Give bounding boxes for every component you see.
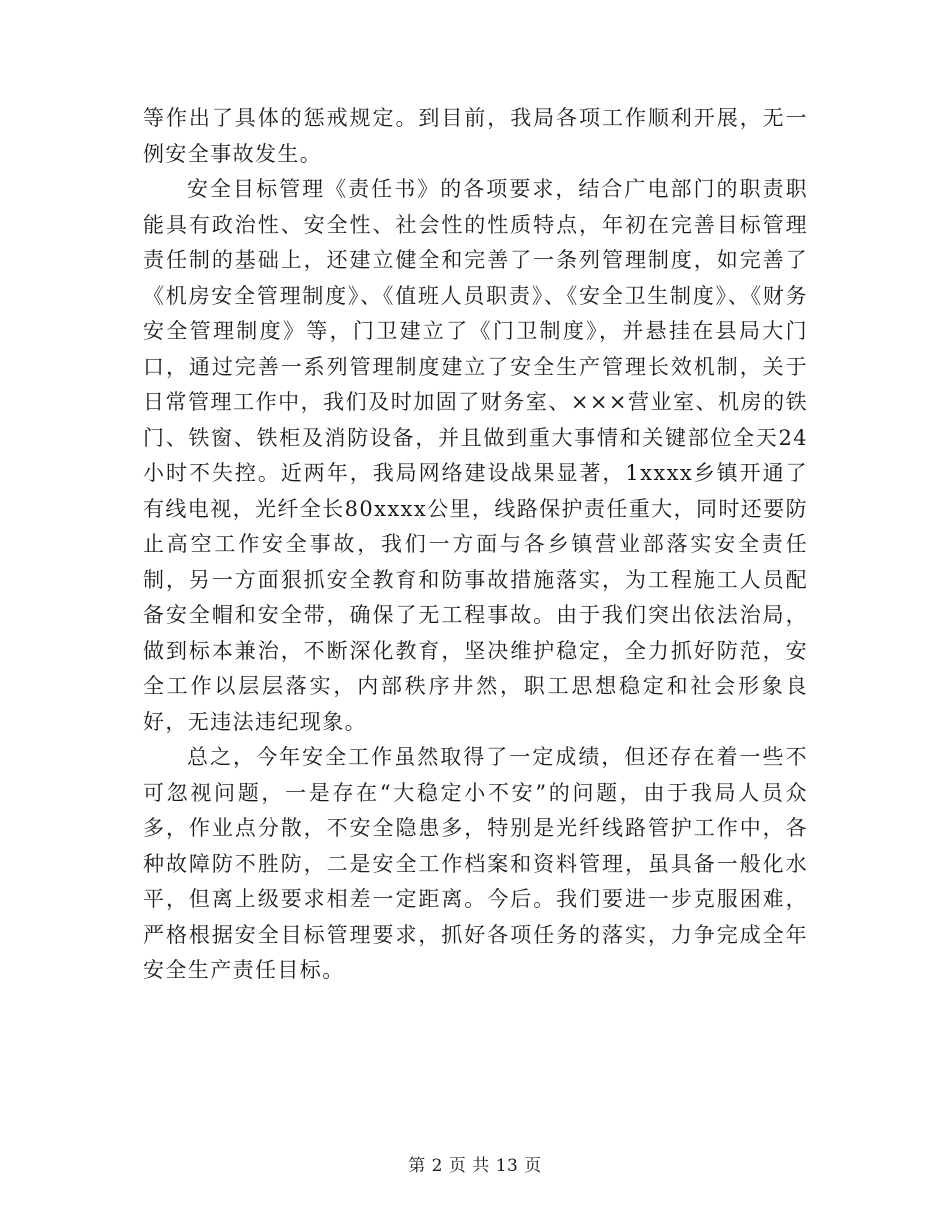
page-footer <box>0 1154 950 1178</box>
footer-middle: 页 共 <box>448 1156 490 1176</box>
footer-total-pages: 13 <box>495 1156 519 1176</box>
paragraph-continued: 等作出了具体的惩戒规定。到目前，我局各项工作顺利开展，无一例安全事故发生。 <box>143 106 808 166</box>
paragraph-safety-management: 安全目标管理《责任书》的各项要求，结合广电部门的职责职能具有政治性、安全性、社会性的性质特点，年初在完善目标管理责任制的基础上，还建立健全和完善了一条列管理制度，如完善了《机房安全管理制度》、《值班人员职责》、《安全卫生制度》、《财务安全管理制度》等，门卫建立了《门卫制度》，并悬挂在县局大门口，通过完善一系列管理制度建立了安全生产管理长效机制，关于日常管理工作中，我们及时加固了财务室、×××营业室、机房的铁门、铁窗、铁柜及消防设备，并且做到重大事情和关键部位全天24小时不失控。近两年，我局网络建设战果显著，1xxxx乡镇开通了有线电视，光纤全长80xxxx公里，线路保护责任重大，同时还要防止高空工作安全事故，我们一方面与各乡镇营业部落实安全责任制，另一方面狠抓安全教育和防事故措施落实，为工程施工人员配备安全帽和安全带，确保了无工程事故。由于我们突出依法治局，做到标本兼治，不断深化教育，坚决维护稳定，全力抓好防范，安全工作以层层落实，内部秩序井然，职工思想稳定和社会形象良好，无违法违纪现象。 <box>143 177 808 734</box>
footer-suffix: 页 <box>524 1156 542 1176</box>
footer-current-page: 2 <box>431 1156 443 1176</box>
document-body <box>143 101 808 989</box>
paragraph-summary: 总之，今年安全工作虽然取得了一定成绩，但还存在着一些不可忽视问题，一是存在“大稳定小不安”的问题，由于我局人员众多，作业点分散，不安全隐患多，特别是光纤线路管护工作中，各种故障防不胜防，二是安全工作档案和资料管理，虽具备一般化水平，但离上级要求相差一定距离。今后。我们要进一步克服困难，严格根据安全目标管理要求，抓好各项任务的落实，力争完成全年安全生产责任目标。 <box>143 745 808 982</box>
footer-prefix: 第 <box>408 1156 426 1176</box>
